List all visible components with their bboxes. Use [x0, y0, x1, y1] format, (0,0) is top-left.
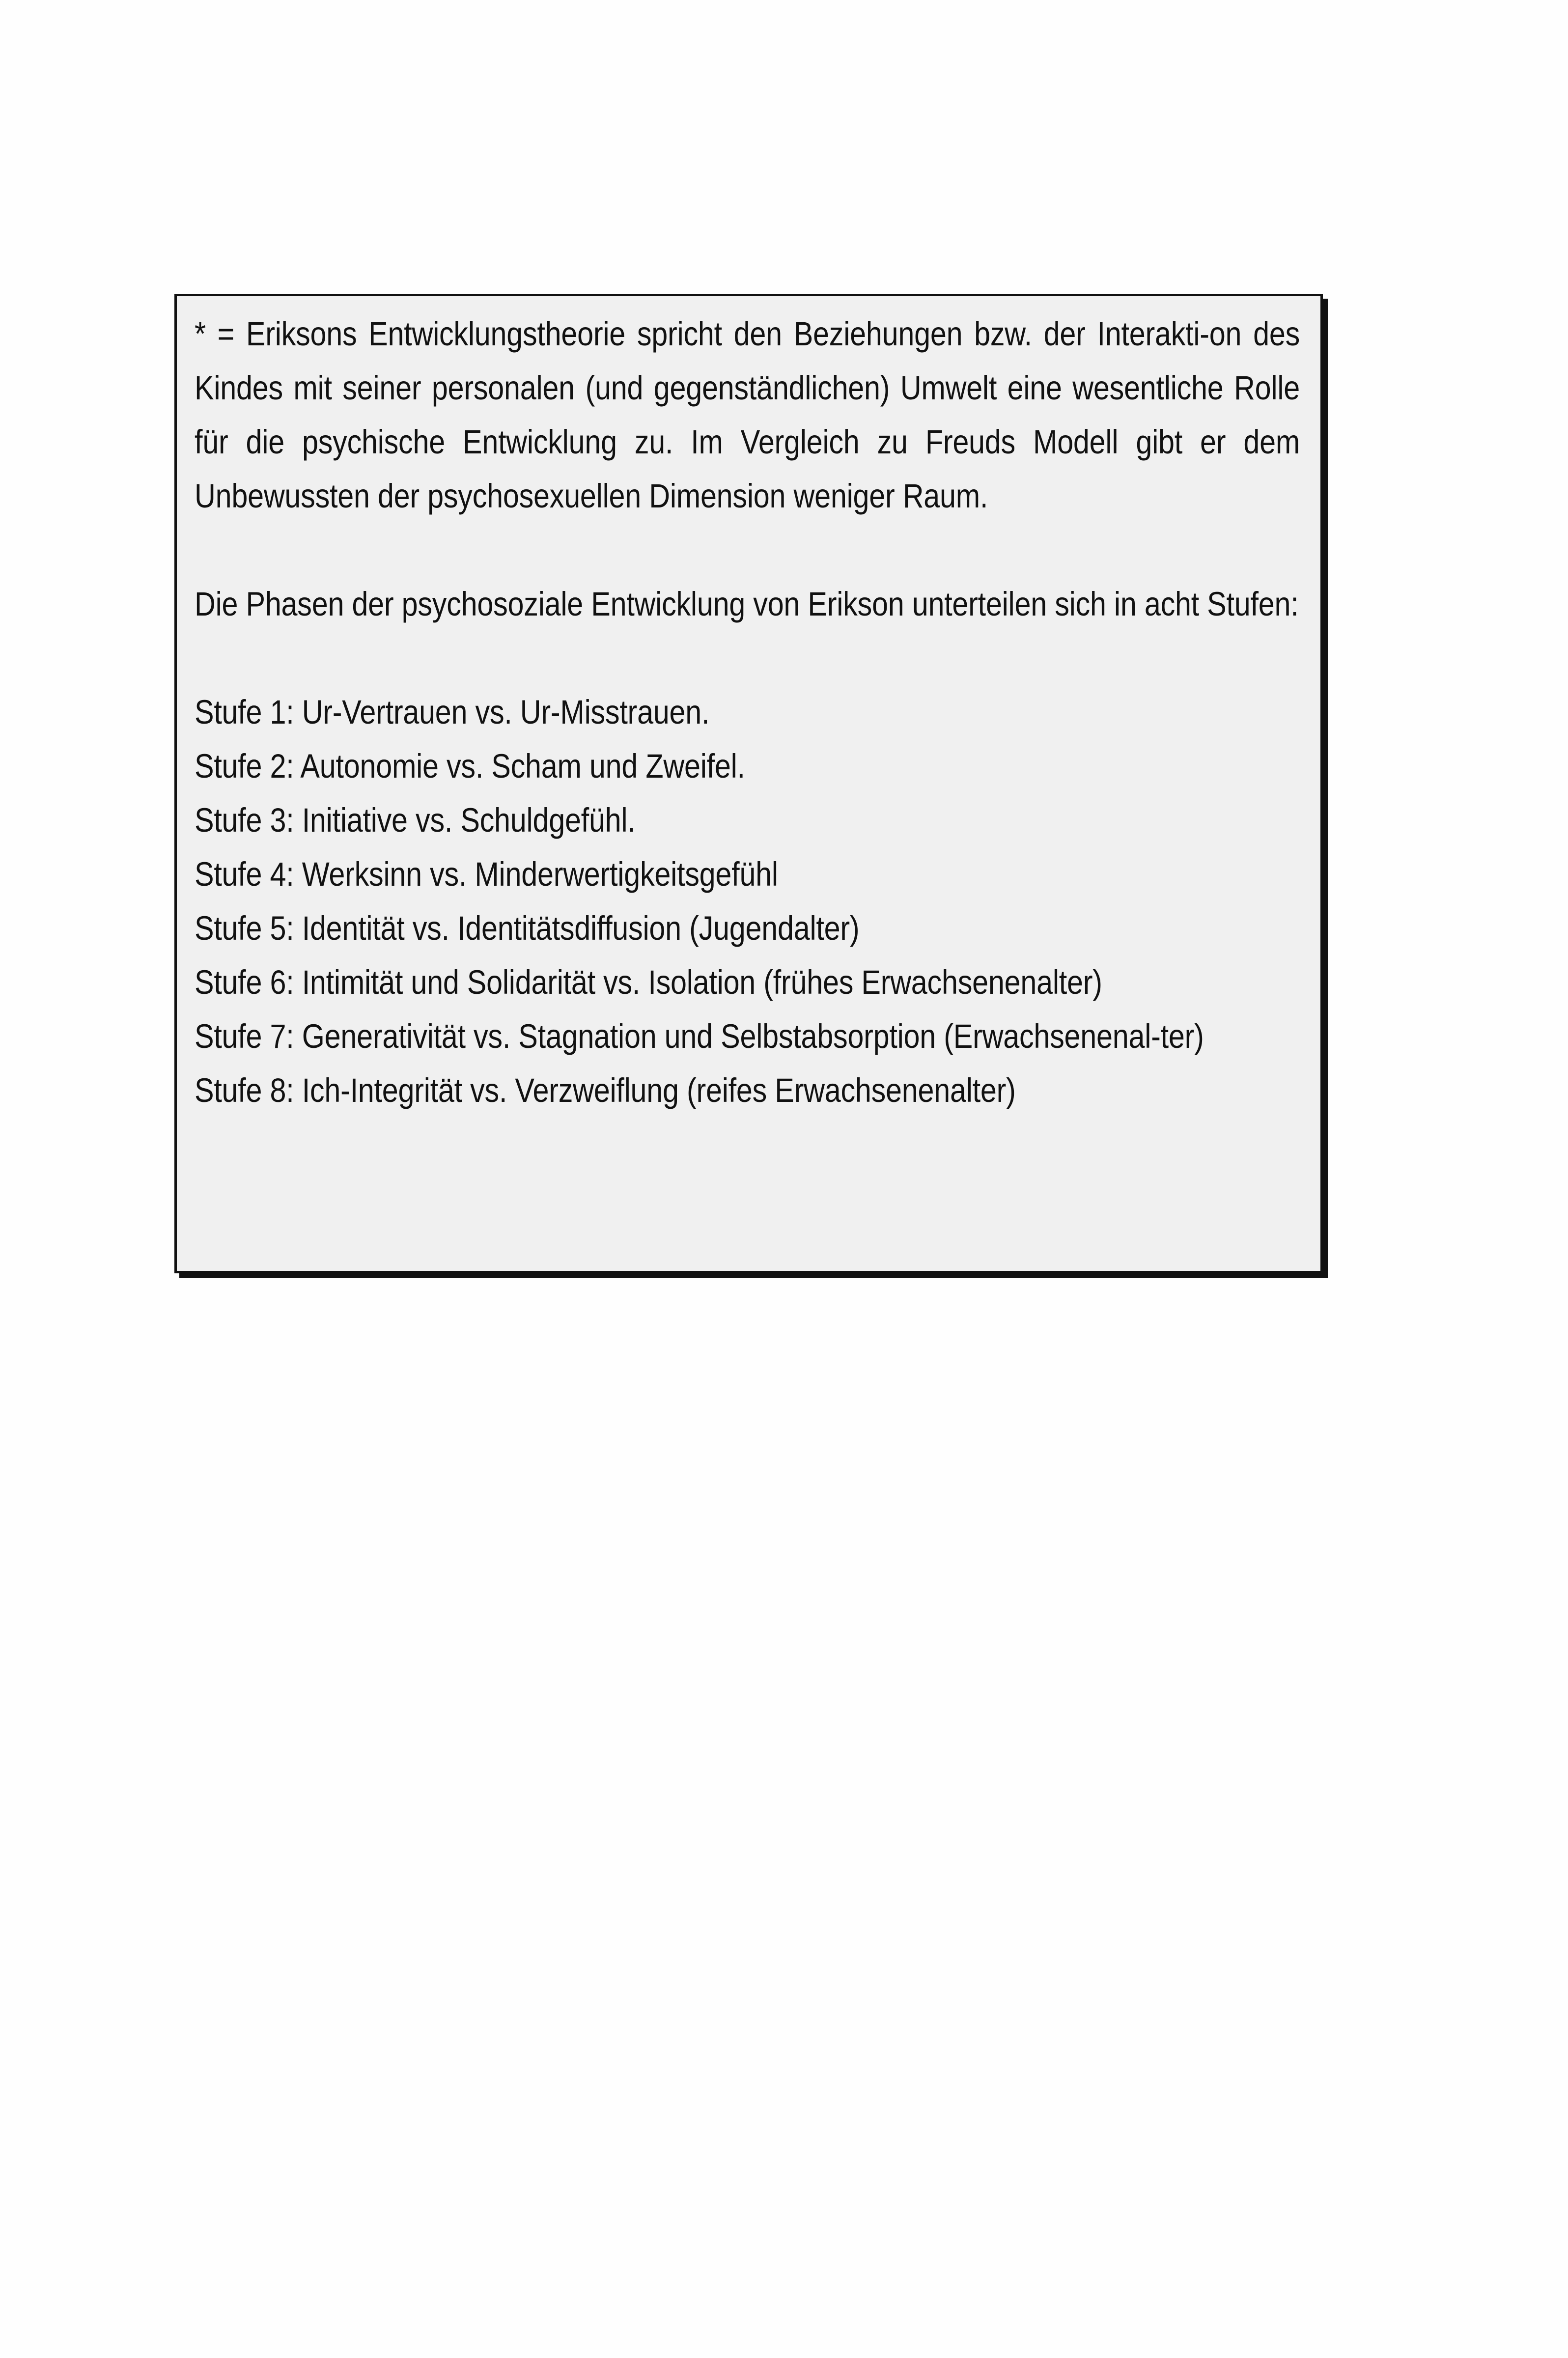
stage-4: Stufe 4: Werksinn vs. Minderwertigkeitsgefühl [195, 855, 778, 893]
paragraph-spacer [195, 523, 1300, 577]
phases-intro-paragraph: Die Phasen der psychosoziale Entwicklung von Erikson unterteilen sich in acht Stufen: [195, 585, 1299, 623]
stage-3: Stufe 3: Initiative vs. Schuldgefühl. [195, 801, 636, 839]
stage-1: Stufe 1: Ur-Vertrauen vs. Ur-Misstrauen. [195, 693, 710, 731]
stage-6: Stufe 6: Intimität und Solidarität vs. Isolation (frühes Erwachsenenalter) [195, 963, 1102, 1001]
stage-7: Stufe 7: Generativität vs. Stagnation und Selbstabsorption (Erwachsenenal-ter) [195, 1017, 1204, 1055]
footnote-box [174, 294, 1323, 1273]
stage-8: Stufe 8: Ich-Integrität vs. Verzweiflung (reifes Erwachsenenalter) [195, 1071, 1016, 1109]
intro-paragraph: * = Eriksons Entwicklungstheorie spricht den Beziehungen bzw. der Interakti-on des Kindes mit seiner personalen (und gegenständlichen) Umwelt eine wesentliche Rolle für die psychische Entwicklung zu. Im Vergleich zu Freuds Modell gibt er dem Unbewussten der psychosexuellen Dimension weniger Raum. [195, 315, 1300, 515]
paragraph-spacer [195, 631, 1300, 685]
stage-2: Stufe 2: Autonomie vs. Scham und Zweifel. [195, 747, 745, 785]
stage-5: Stufe 5: Identität vs. Identitätsdiffusion (Jugendalter) [195, 909, 860, 947]
